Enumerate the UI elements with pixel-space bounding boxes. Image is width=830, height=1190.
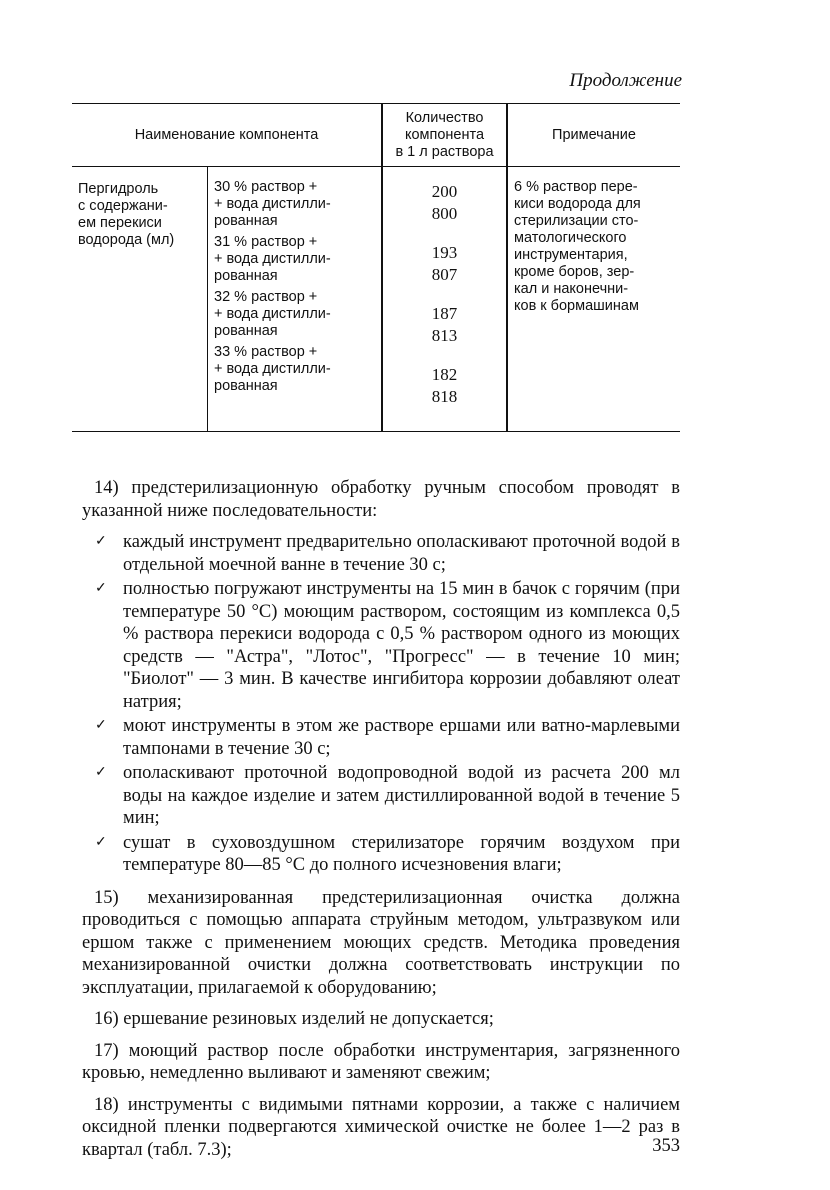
components-table [72,103,680,432]
check-mark-icon: ✓ [95,581,107,596]
table-row [72,167,680,432]
item-18: 18) инструменты с видимыми пятнами коррозии, а также с наличием оксидной пленки подвергаются химической очистке не более 1—2 раз в квартал (табл. 7.3); [82,1094,680,1160]
item-16: 16) ершевание резиновых изделий не допускается; [94,1009,494,1029]
column-header-note: Примечание [507,104,680,167]
qty-30: 200 800 [431,182,458,223]
bullet-item: ✓ моют инструменты в этом же растворе ершами или ватно-марлевыми тампонами в течение 30 с; [95,716,680,759]
check-mark-icon: ✓ [95,534,107,549]
variant-30: 30 % раствор + + вода дистилли- рованная [214,179,331,229]
check-mark-icon: ✓ [95,718,107,733]
variant-cell [208,167,383,432]
quantity-cell [382,167,507,432]
item-15: 15) механизированная предстерилизационная очистка должна проводиться с помощью аппарата струйным методом, ультразвуком или ершом также с применением моющих средств. Методика проведения механизированной очистки должна соответствовать инструкции по эксплуатации, прилагаемой к оборудованию; [82,887,680,998]
bullet-item: ✓ ополаскивают проточной водопроводной водой из расчета 200 мл воды на каждое изделие и затем дистиллированной водой в течение 5 мин; [95,763,680,828]
column-header-component: Наименование компонента [72,104,382,167]
item-14: 14) предстерилизационную обработку ручным способом проводят в указанной ниже последовательности: [82,478,680,521]
qty-32: 187 813 [431,304,458,345]
column-header-quantity: Количество компонента в 1 л раствора [382,104,507,167]
variant-32: 32 % раствор + + вода дистилли- рованная [214,289,331,339]
qty-31: 193 807 [431,243,458,284]
check-mark-icon: ✓ [95,765,107,780]
bullet-item: ✓ каждый инструмент предварительно ополаскивают проточной водой в отдельной моечной ванне в течение 30 с; [95,532,680,575]
note-cell: 6 % раствор пере- киси водорода для стерилизации сто- матологического инструментария, кроме боров, зер- кал и наконечни- ков к бормашинам [507,167,680,432]
continued-label: Продолжение [569,70,682,91]
page-number: 353 [652,1136,680,1156]
bullet-item: ✓ сушат в суховоздушном стерилизаторе горячим воздухом при температуре 80—85 °С до полного исчезновения влаги; [95,832,680,875]
bullet-item: ✓ полностью погружают инструменты на 15 мин в бачок с горячим (при температуре 50 °С) моющим раствором, состоящим из комплекса 0,5 % раствора перекиси водорода с 0,5 % раствором одного из моющих средств — "Астра", "Лотос", "Прогресс" — в течение 10 мин; "Биолот" — 3 мин. В качестве ингибитора коррозии добавляют олеат натрия; [95,579,680,712]
variant-31: 31 % раствор + + вода дистилли- рованная [214,234,331,284]
component-name-cell: Пергидроль с содержани- ем перекиси водорода (мл) [72,167,208,432]
table-header-row [72,104,680,167]
body-text [82,477,680,1170]
check-mark-icon: ✓ [95,834,107,850]
qty-33: 182 818 [431,365,458,406]
item-17: 17) моющий раствор после обработки инструментария, загрязненного кровью, немедленно выливают и заменяют свежим; [82,1040,680,1083]
variant-33: 33 % раствор + + вода дистилли- рованная [214,344,331,394]
